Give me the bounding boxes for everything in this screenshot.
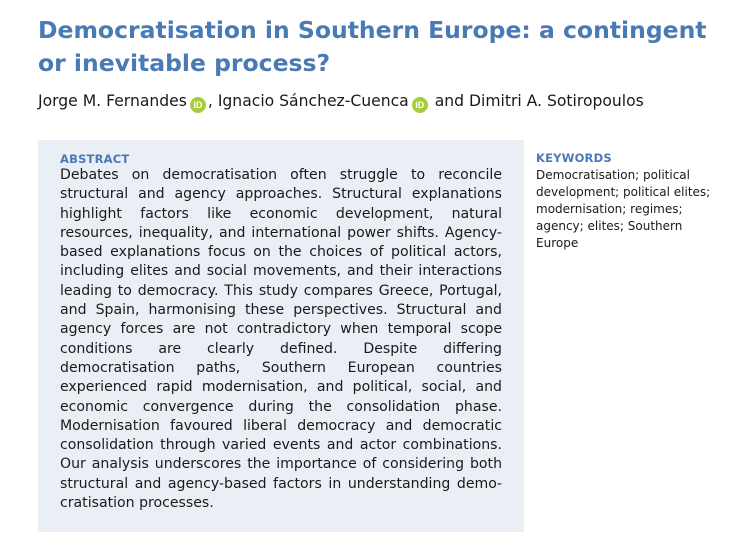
keywords-section — [536, 151, 726, 252]
orcid-icon[interactable]: iD — [412, 97, 428, 113]
author-name[interactable]: Jorge M. Fernandes — [38, 92, 187, 110]
author-name[interactable]: Dimitri A. Sotiropoulos — [469, 92, 644, 110]
author-name[interactable]: Ignacio Sánchez-Cuenca — [217, 92, 409, 110]
keywords-list: Democratisation; political development; political elites; modernisation; regimes; agency; elites; Southern Europe — [536, 168, 711, 250]
article-title: Democratisation in Southern Europe: a contingent or inevitable process? — [38, 16, 707, 77]
keywords-heading: KEYWORDS — [536, 151, 612, 165]
abstract-box — [38, 140, 524, 532]
author-list — [38, 90, 738, 113]
author-separator: and — [429, 92, 469, 110]
author-separator: , — [207, 92, 218, 110]
abstract-heading: ABSTRACT — [60, 152, 130, 166]
orcid-icon[interactable]: iD — [190, 97, 206, 113]
abstract-text: Debates on democratisation often struggle to reconcile structural and agency approaches. Structural explanations highlight factors like economic development, natural resources, inequality, and international power shifts. Agency-based explanations focus on the choices of political actors, including elites and social movements, and their interactions leading to democracy. This study compares Greece, Portugal, and Spain, harmonising these perspectives. Structural and agency forces are not contradictory when temporal scope conditions are clearly defined. Despite differing democratisation paths, Southern European countries experienced rapid modernisation, and political, social, and economic convergence during the consolidation phase. Modernisation favoured liberal democracy and democratic consolidation through varied events and actor combinations. Our analysis underscores the importance of considering both structural and agency-based factors in understanding democratisation processes. — [60, 167, 502, 512]
